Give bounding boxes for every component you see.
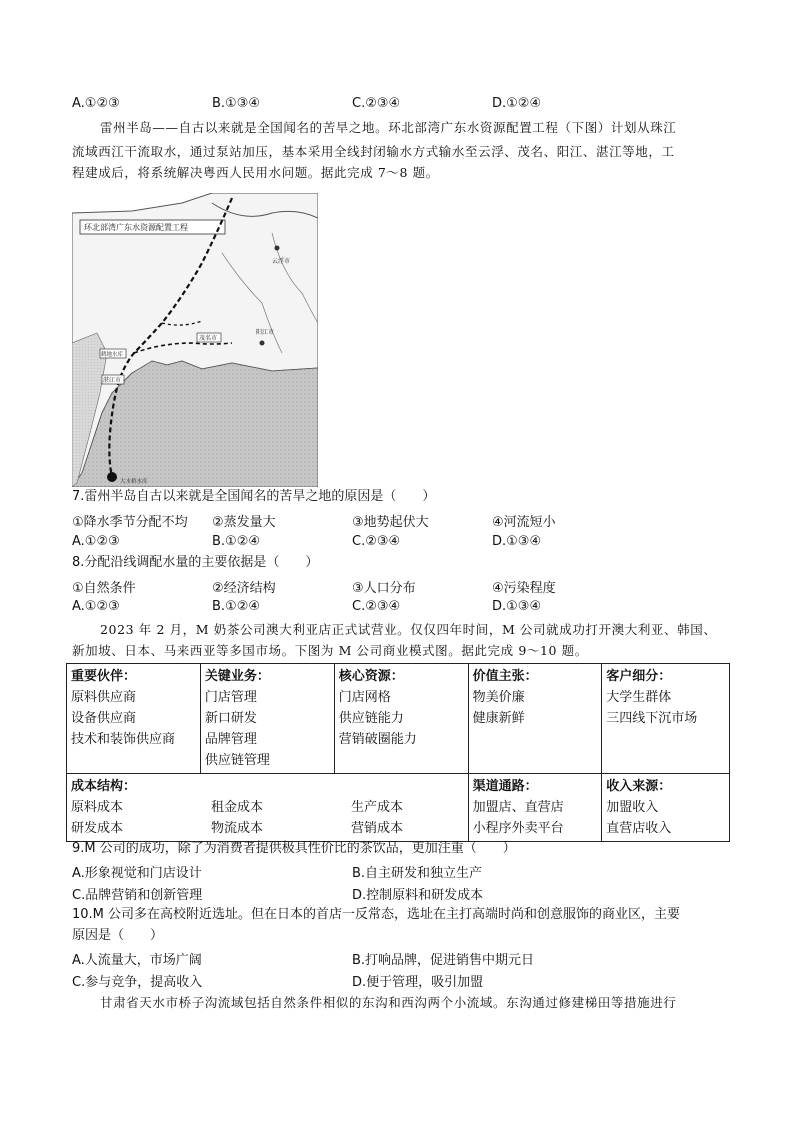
activities-item: 新口研发 <box>204 711 257 726</box>
value-cell <box>468 664 602 774</box>
q8-item-3: ③人口分布 <box>352 581 416 596</box>
passage1-line1: 雷州半岛——自古以来就是全国闻名的苦旱之地。环北部湾广东水资源配置工程（下图）计划从珠江 <box>100 120 677 135</box>
cost-item: 生产成本 <box>351 800 404 815</box>
q9-option-d: D.控制原料和研发成本 <box>352 888 484 903</box>
partners-item: 原料供应商 <box>71 690 137 705</box>
cost-item: 原料成本 <box>71 800 124 815</box>
cost-item: 营销成本 <box>351 821 404 836</box>
q8-option-b: B.①②④ <box>212 599 261 614</box>
water-project-map <box>72 193 318 487</box>
q10-stem-line1: 10.M 公司多在高校附近选址。但在日本的首店一反常态，选址在主打高端时尚和创意服饰的商业区，主要 <box>72 907 681 922</box>
value-item: 健康新鲜 <box>472 711 525 726</box>
map-label-hedi-reservoir: 鹤地水库 <box>101 352 124 358</box>
segments-item: 三四线下沉市场 <box>606 711 698 726</box>
partners-item: 技术和装饰供应商 <box>71 732 176 747</box>
resources-heading: 核心资源： <box>338 669 404 684</box>
cost-item: 物流成本 <box>211 821 264 836</box>
q8-stem: 8.分配沿线调配水量的主要依据是（ ） <box>72 555 319 570</box>
q7-option-b: B.①②④ <box>212 534 261 549</box>
resources-item: 营销破圈能力 <box>338 732 417 747</box>
q9-option-a: A.形象视觉和门店设计 <box>72 866 202 881</box>
activities-item: 供应链管理 <box>204 753 270 768</box>
q6-option-d: D.①②④ <box>492 96 542 111</box>
q8-item-1: ①自然条件 <box>72 581 136 596</box>
q10-option-a: A.人流量大，市场广阔 <box>72 953 202 968</box>
q10-option-b: B.打响品牌，促进销售中期元日 <box>352 953 535 968</box>
map-label-yunfu: 云浮市 <box>272 258 291 265</box>
q8-option-a: A.①②③ <box>72 599 120 614</box>
resources-cell <box>334 664 468 774</box>
cost-cell <box>67 774 469 842</box>
channels-cell <box>468 774 602 842</box>
channels-item: 小程序外卖平台 <box>472 821 564 836</box>
q6-option-c: C.②③④ <box>352 96 401 111</box>
q8-option-d: D.①③④ <box>492 599 542 614</box>
q7-option-d: D.①③④ <box>492 534 542 549</box>
q10-stem-line2: 原因是（ ） <box>72 928 164 943</box>
q7-item-3: ③地势起伏大 <box>352 515 429 530</box>
partners-heading: 重要伙伴： <box>71 669 137 684</box>
q7-item-4: ④河流短小 <box>492 515 556 530</box>
passage1-line2: 流域西江干流取水，通过泵站加压，基本采用全线封闭输水方式输水至云浮、茂名、阳江、湛江等地，工 <box>72 144 675 159</box>
cost-item: 租金成本 <box>211 800 264 815</box>
passage2-line2: 新加坡、日本、马来西亚等多国市场。下图为 M 公司商业模式图。据此完成 9～10 题。 <box>72 643 588 658</box>
channels-item: 加盟店、直营店 <box>472 800 564 815</box>
q8-option-c: C.②③④ <box>352 599 401 614</box>
channels-heading: 渠道通路： <box>472 779 538 794</box>
revenue-cell <box>602 774 730 842</box>
activities-item: 门店管理 <box>204 690 257 705</box>
revenue-item: 直营店收入 <box>606 821 672 836</box>
passage3-line1: 甘肃省天水市桥子沟流域包括自然条件相似的东沟和西沟两个小流域。东沟通过修建梯田等措施进行 <box>100 995 677 1010</box>
map-title: 环北部湾广东水资源配置工程 <box>84 223 188 232</box>
activities-heading: 关键业务： <box>204 669 270 684</box>
value-item: 物美价廉 <box>472 690 525 705</box>
q8-item-2: ②经济结构 <box>212 581 276 596</box>
q7-option-a: A.①②③ <box>72 534 120 549</box>
q9-stem: 9.M 公司的成功，除了为消费者提供极具性价比的茶饮品，更加注重（ ） <box>72 841 516 856</box>
map-label-maoming: 茂名市 <box>199 335 218 342</box>
business-model-table <box>66 663 730 842</box>
cost-item: 研发成本 <box>71 821 124 836</box>
partners-cell <box>67 664 201 774</box>
segments-cell <box>602 664 730 774</box>
q7-option-c: C.②③④ <box>352 534 401 549</box>
segments-heading: 客户细分： <box>606 669 672 684</box>
passage1-line3: 程建成后，将系统解决粤西人民用水问题。据此完成 7～8 题。 <box>72 165 439 180</box>
q6-option-a: A.①②③ <box>72 96 120 111</box>
activities-item: 品牌管理 <box>204 732 257 747</box>
passage2-line1: 2023 年 2 月，M 奶茶公司澳大利亚店正式试营业。仅仅四年时间，M 公司就成功打开澳大利亚、韩国、 <box>100 622 717 637</box>
q10-option-d: D.便于管理，吸引加盟 <box>352 975 484 990</box>
q6-option-b: B.①③④ <box>212 96 261 111</box>
revenue-heading: 收入来源： <box>606 779 672 794</box>
map-label-yangjiang: 阳江市 <box>256 329 275 336</box>
q9-option-c: C.品牌营销和创新管理 <box>72 888 203 903</box>
q7-stem: 7.雷州半岛自古以来就是全国闻名的苦旱之地的原因是（ ） <box>72 489 436 504</box>
partners-item: 设备供应商 <box>71 711 137 726</box>
activities-cell <box>200 664 334 774</box>
q7-item-1: ①降水季节分配不均 <box>72 515 188 530</box>
map-label-dashuiqiao-reservoir: 大水桥水库 <box>120 479 148 485</box>
revenue-item: 加盟收入 <box>606 800 659 815</box>
map-label-zhanjiang: 湛江市 <box>103 377 122 384</box>
q10-option-c: C.参与竞争，提高收入 <box>72 975 203 990</box>
q8-item-4: ④污染程度 <box>492 581 556 596</box>
resources-item: 供应链能力 <box>338 711 404 726</box>
resources-item: 门店网格 <box>338 690 391 705</box>
q9-option-b: B.自主研发和独立生产 <box>352 866 483 881</box>
segments-item: 大学生群体 <box>606 690 672 705</box>
value-heading: 价值主张： <box>472 669 538 684</box>
q7-item-2: ②蒸发量大 <box>212 515 276 530</box>
cost-heading: 成本结构： <box>71 779 137 794</box>
